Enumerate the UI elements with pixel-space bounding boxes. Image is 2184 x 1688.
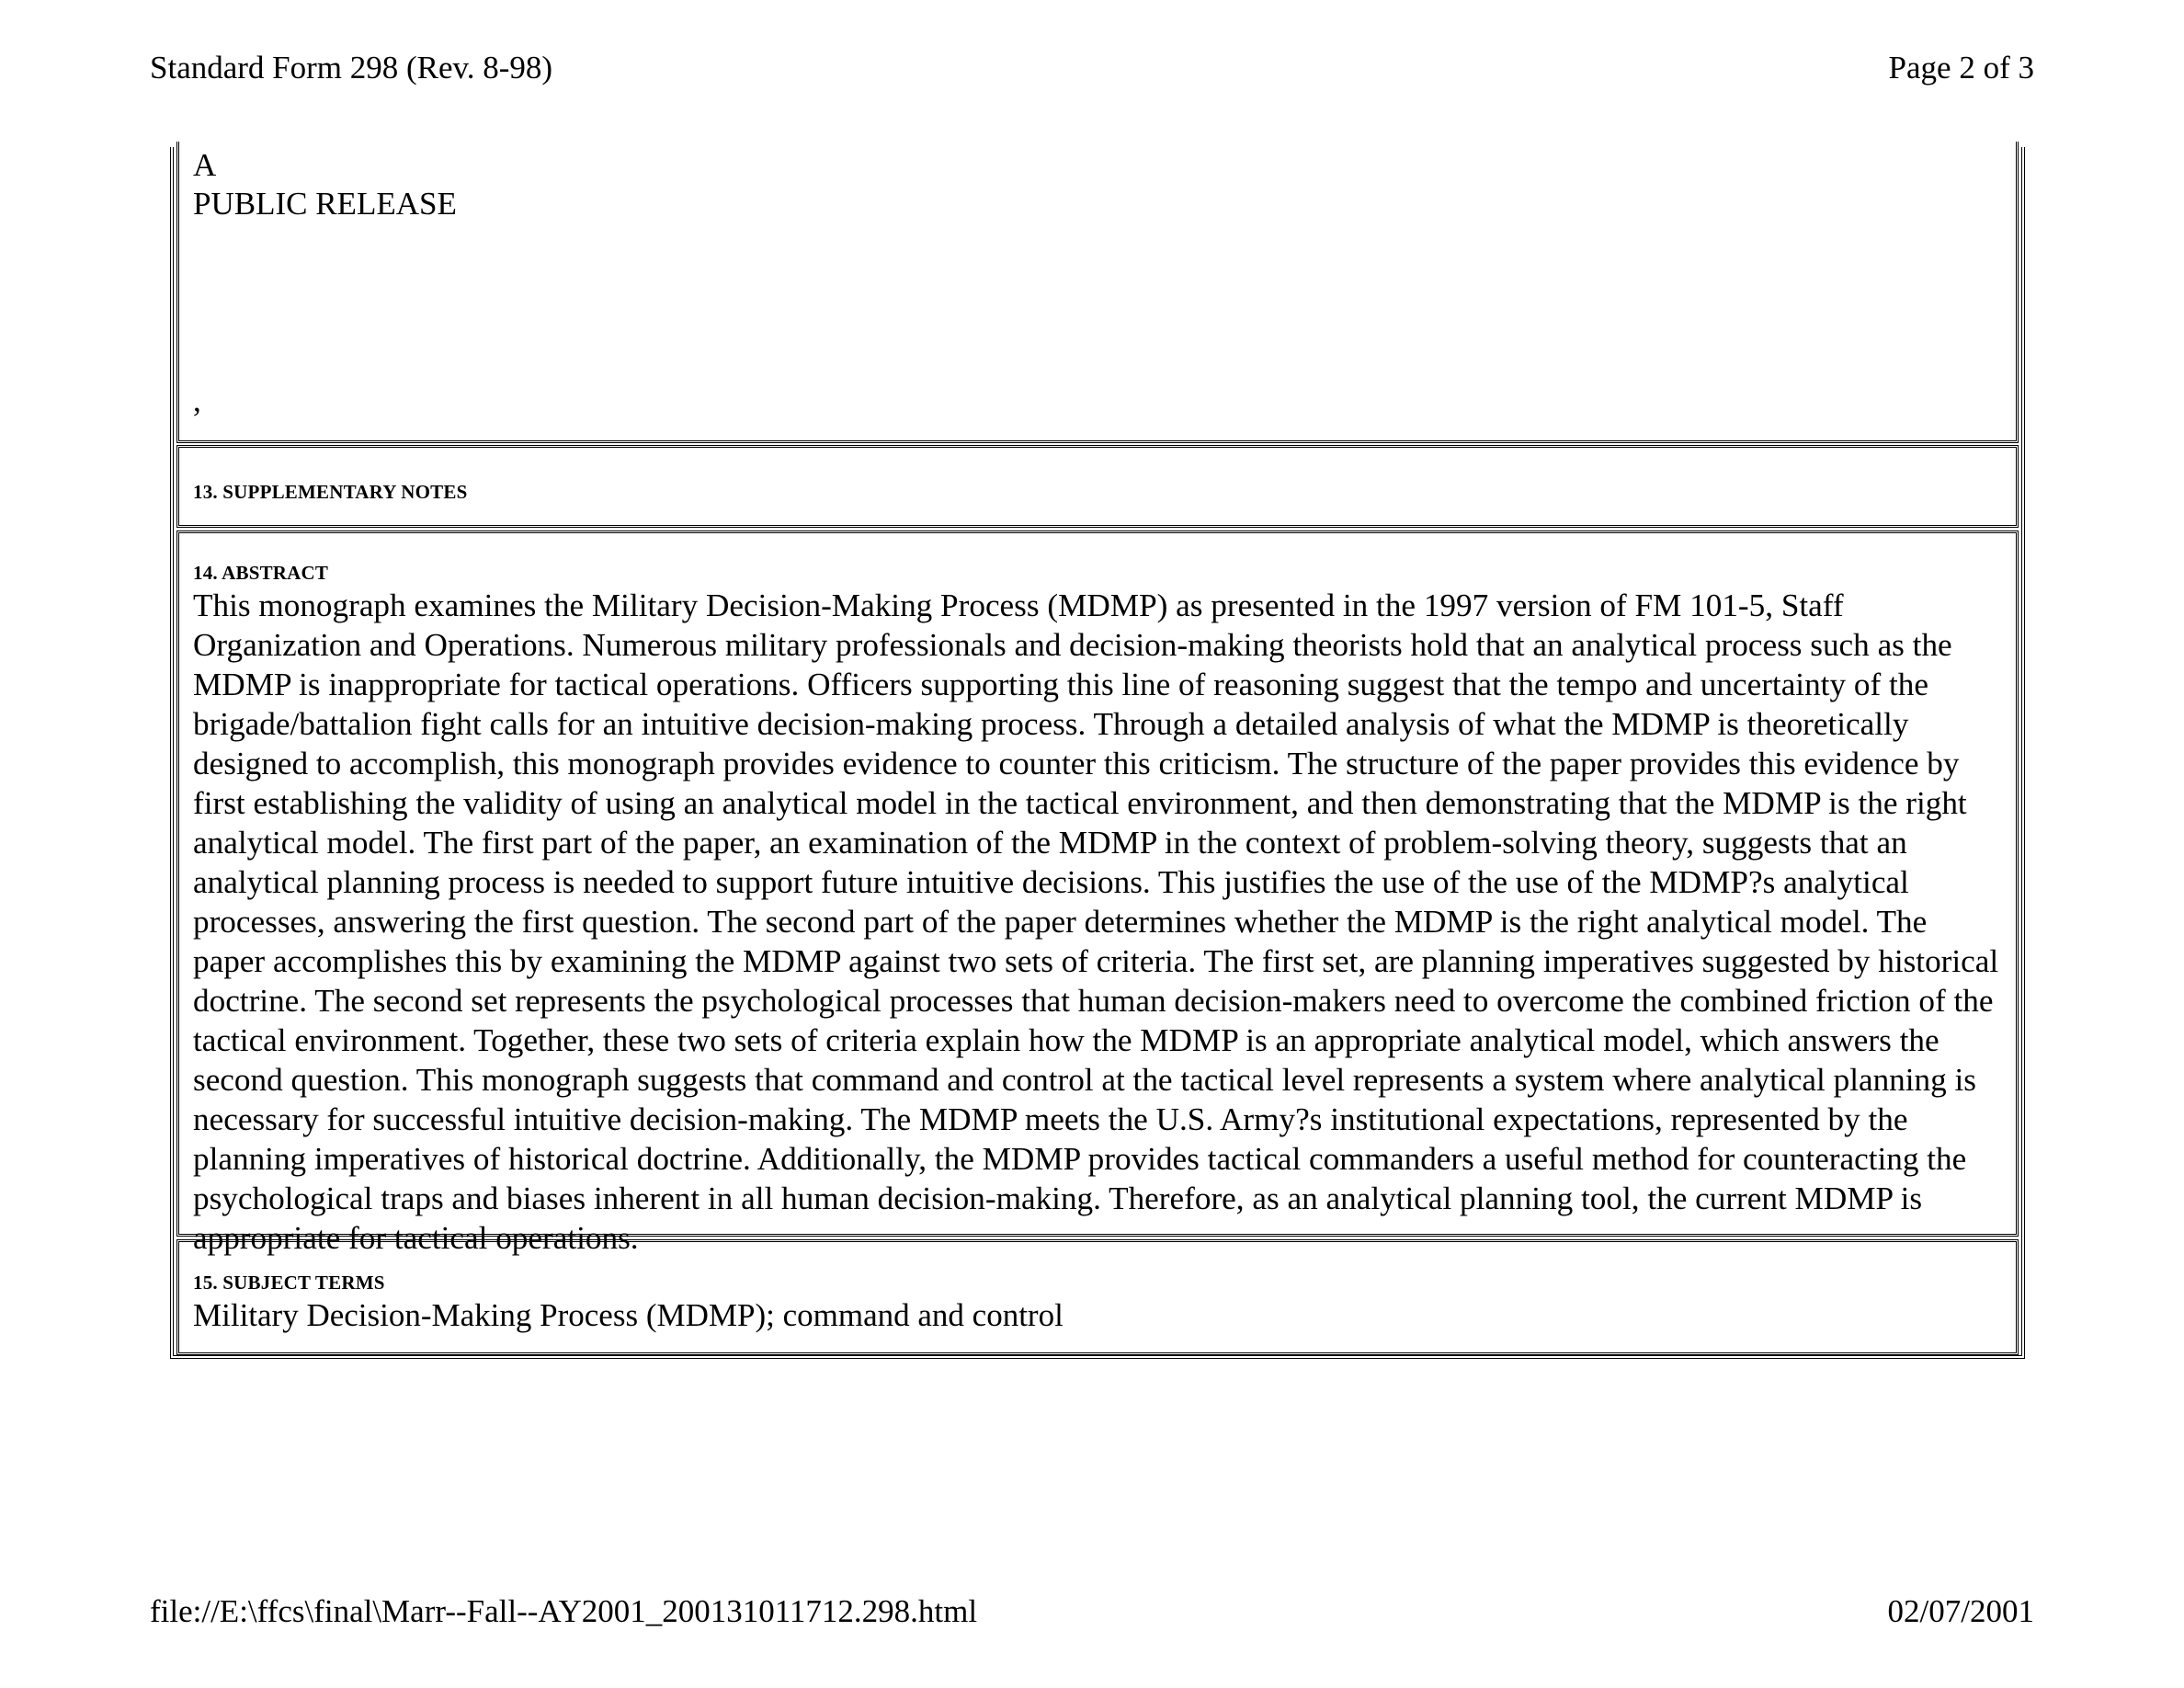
print-date: 02/07/2001 [1887,1593,2034,1629]
abstract-label: 14. ABSTRACT [193,562,329,584]
page-number: Page 2 of 3 [1888,50,2034,86]
abstract-text: This monograph examines the Military Decision-Making Process (MDMP) as presented in the 1997 version of FM 101-5, Staff Organization and Operations. Numerous military professionals and decision-making theorists hold that an analytical process such as the MDMP is inappropriate for tactical operations. Officers supporting this line of reasoning suggest that the tempo and uncertainty of the brigade/battalion fight calls for an intuitive decision-making process. Through a detailed analysis of what the MDMP is theoretically designed to accomplish, this monograph provides evidence to counter this criticism. The structure of the paper provides this evidence by first establishing the validity of using an analytical model in the tactical environment, and then demonstrating that the MDMP is the right analytical model. The first part of the paper, an examination of the MDMP in the context of problem-solving theory, suggests that an analytical planning process is needed to support future intuitive decisions. This justifies the use of the use of the MDMP?s analytical processes, answering the first question. The second part of the paper determines whether the MDMP is the right analytical model. The paper accomplishes this by examining the MDMP against two sets of criteria. The first set, are planning imperatives suggested by historical doctrine. The second set represents the psychological processes that human decision-makers need to overcome the combined friction of the tactical environment. Together, these two sets of criteria explain how the MDMP is an appropriate analytical model, which answers the second question. This monograph suggests that command and control at the tactical level represents a system where analytical planning is necessary for successful intuitive decision-making. The MDMP meets the U.S. Army?s institutional expectations, represented by the planning imperatives of historical doctrine. Additionally, the MDMP provides tactical commanders a useful method for counteracting the psychological traps and biases inherent in all human decision-making. Therefore, as an analytical planning tool, the current MDMP is appropriate for tactical operations. [193,587,1999,1256]
supplementary-notes-cell [176,445,2019,528]
subject-terms-cell [176,1239,2019,1355]
distribution-trailer: , [193,382,201,418]
supplementary-notes-label: 13. SUPPLEMENTARY NOTES [193,481,468,503]
subject-terms-text: Military Decision-Making Process (MDMP); command and control [193,1297,1064,1333]
subject-terms-label: 15. SUBJECT TERMS [193,1272,385,1294]
abstract-cell [176,530,2019,1256]
distribution-statement-cell [176,142,2019,443]
file-path: file://E:\ffcs\final\Marr--Fall--AY2001_200131011712.298.html [150,1593,978,1629]
distribution-code: A [193,147,217,183]
report-documentation-form [170,147,2025,1359]
form-name: Standard Form 298 (Rev. 8-98) [150,50,553,86]
distribution-statement: PUBLIC RELEASE [193,186,457,222]
